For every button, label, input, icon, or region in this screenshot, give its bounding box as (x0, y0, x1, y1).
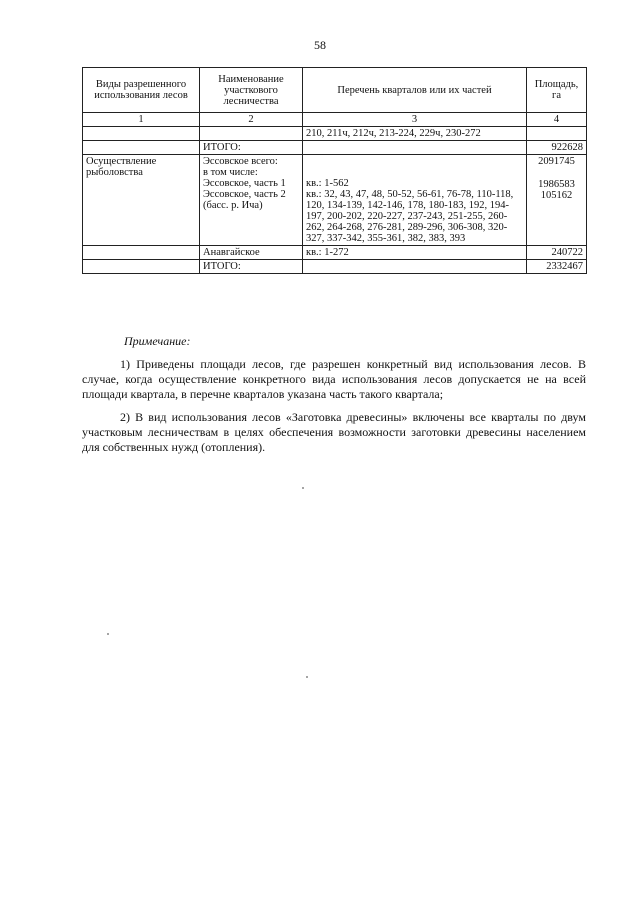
header-area: Площадь, га (527, 68, 587, 113)
area-value: 105162 (540, 190, 573, 201)
table-row (83, 260, 587, 274)
note-text: 1) Приведены площади лесов, где разрешен конкретный вид использования лесов. В случае, когда осуществление конкретного вида использования лесов допускается не на всей площади квартала, в перечне кварталов указана часть такого квартала; (82, 357, 586, 401)
column-number-row (83, 113, 587, 127)
use-type-cell: Осуществление рыболовства (83, 155, 200, 246)
area-value: 922628 (527, 141, 587, 155)
table-cell (83, 141, 200, 155)
note-item-1 (82, 357, 586, 402)
note-title: Примечание: (124, 334, 191, 348)
area-value: 240722 (527, 246, 587, 260)
forestry-cell: Анавгайское (200, 246, 303, 260)
table-row (83, 127, 587, 141)
table-header-row (83, 68, 587, 113)
quarters-cell: 210, 211ч, 212ч, 213-224, 229ч, 230-272 (303, 127, 527, 141)
note-text: 2) В вид использования лесов «Заготовка древесины» включены все кварталы по двум участковым лесничествам в целях обеспечения возможности заготовки древесины населением для собственных нужд (отопления). (82, 410, 586, 454)
area-value: 1986583 (538, 179, 575, 190)
scan-speck (107, 633, 109, 635)
note-item-2 (82, 410, 586, 455)
column-number: 4 (527, 113, 587, 127)
column-number: 3 (303, 113, 527, 127)
quarters-cell: кв.: 1-272 (303, 246, 527, 260)
forestry-line: Эссовское всего: (203, 156, 278, 167)
forestry-line: в том числе: (203, 167, 258, 178)
total-label: ИТОГО: (200, 260, 303, 274)
table-cell (200, 127, 303, 141)
header-quarters-list: Перечень кварталов или их частей (303, 68, 527, 113)
forestry-cell (200, 155, 303, 246)
table-cell (83, 246, 200, 260)
page-number: 58 (314, 38, 326, 52)
column-number: 2 (200, 113, 303, 127)
table-cell (303, 260, 527, 274)
forestry-line: Эссовское, часть 1 (203, 178, 286, 189)
table-cell (527, 127, 587, 141)
table-cell (83, 127, 200, 141)
quarters-line: кв.: 32, 43, 47, 48, 50-52, 56-61, 76-78, 110-118, 120, 134-139, 142-146, 178, 180-183, 192, 194-197, 200-202, 220-227, 237-243, 251-255, 260-262, 264-268, 276-281, 289-296, 306-308, 320-327, 337-342, 355-361, 382, 383, 393 (306, 189, 514, 244)
forestry-line: Эссовское, часть 2 (203, 189, 286, 200)
header-forestry-name: Наименование участкового лесничества (200, 68, 303, 113)
column-number: 1 (83, 113, 200, 127)
area-value: 2332467 (527, 260, 587, 274)
total-label: ИТОГО: (200, 141, 303, 155)
table-row (83, 155, 587, 246)
scan-speck (306, 676, 308, 678)
area-cell (527, 155, 587, 246)
quarters-line: кв.: 1-562 (306, 178, 349, 189)
table-cell (83, 260, 200, 274)
forest-use-table (82, 67, 587, 274)
quarters-cell (303, 155, 527, 246)
scan-speck (302, 487, 304, 489)
area-value: 2091745 (538, 156, 575, 167)
table-row (83, 141, 587, 155)
table-row (83, 246, 587, 260)
forestry-line: (басс. р. Ича) (203, 200, 263, 211)
header-use-type: Виды разрешенного использования лесов (83, 68, 200, 113)
table-cell (303, 141, 527, 155)
